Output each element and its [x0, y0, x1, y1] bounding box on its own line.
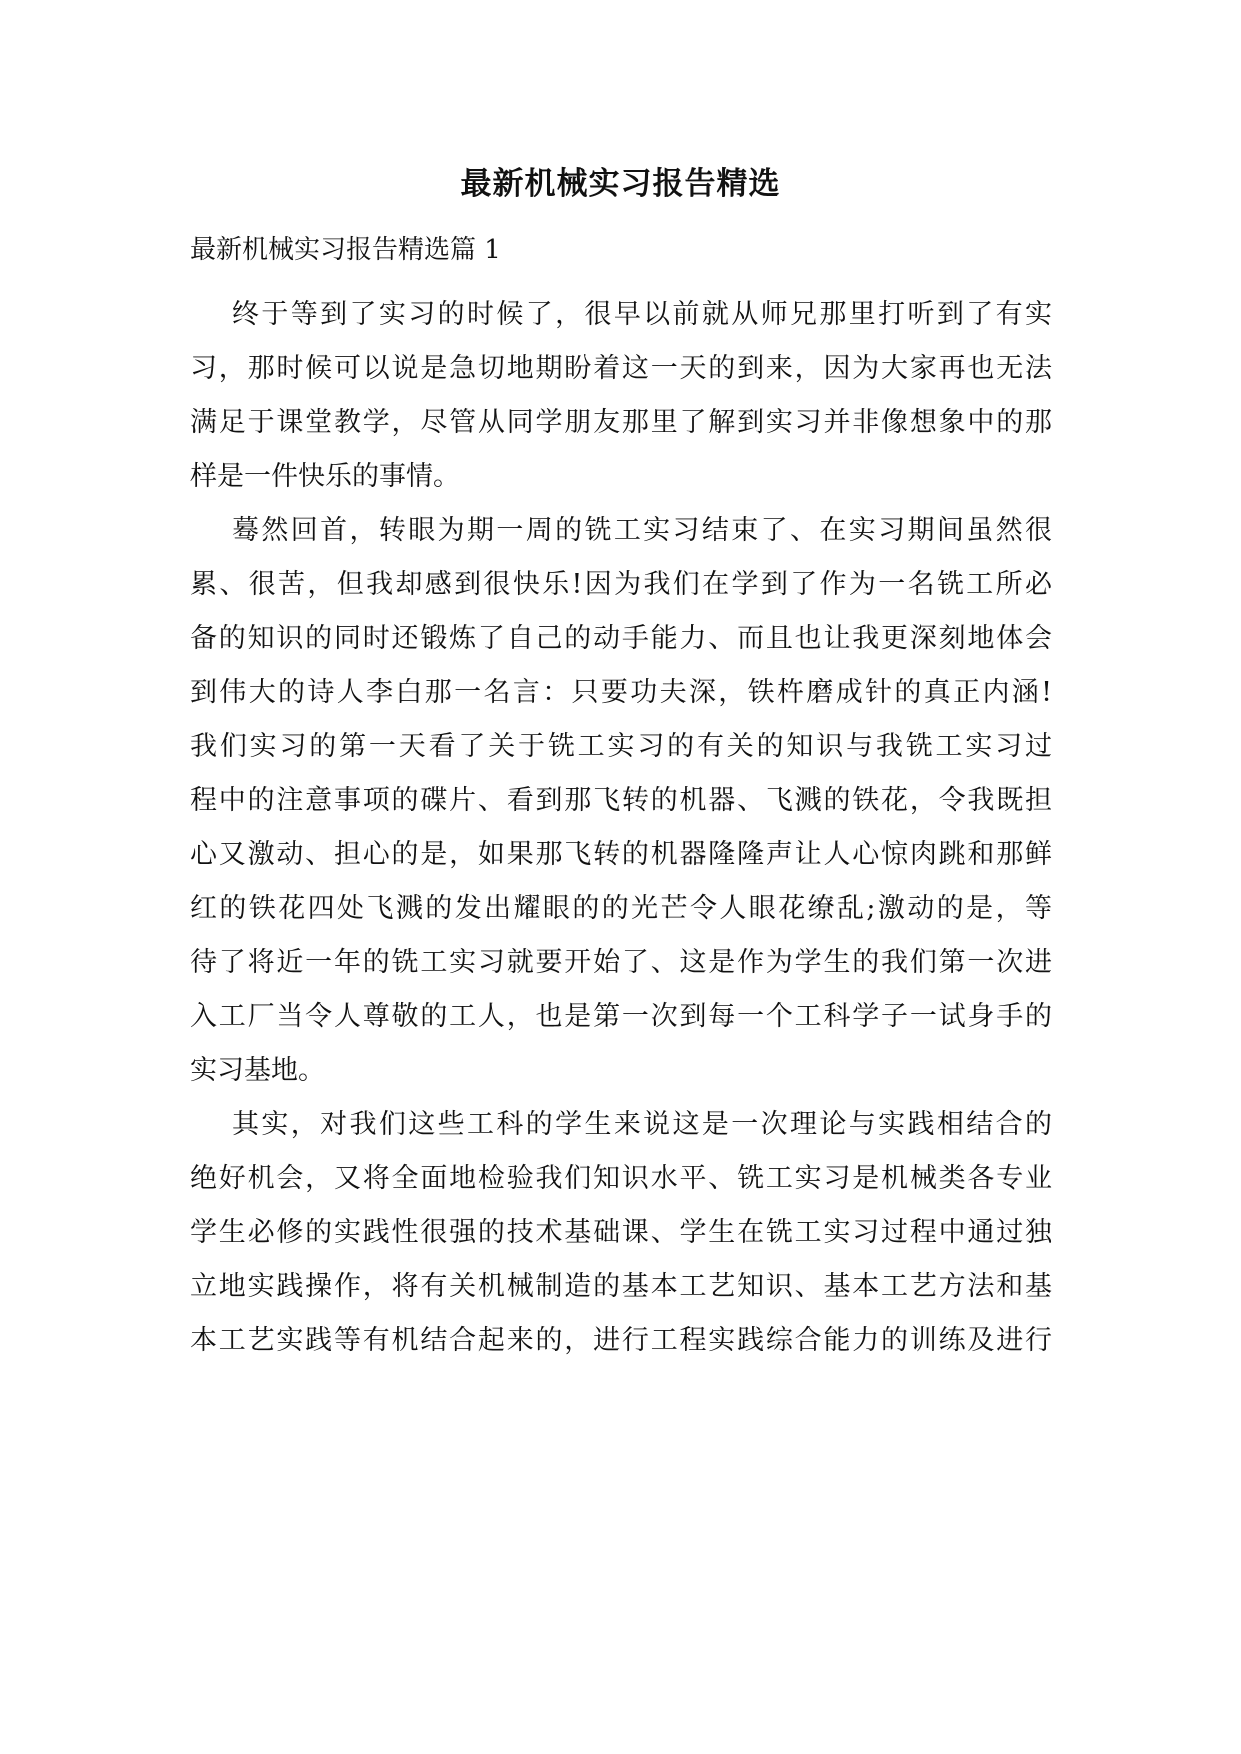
text-line: 其实，对我们这些工科的学生来说这是一次理论与实践相结合的	[232, 1109, 1052, 1140]
text-line: 我们实习的第一天看了关于铣工实习的有关的知识与我铣工实习过	[190, 731, 1052, 762]
text-line: 累、很苦，但我却感到很快乐!因为我们在学到了作为一名铣工所必	[190, 569, 1052, 600]
text-line: 心又激动、担心的是，如果那飞转的机器隆隆声让人心惊肉跳和那鲜	[190, 839, 1052, 870]
paragraph-1	[190, 288, 1052, 504]
paragraph-3	[190, 1098, 1052, 1368]
text-line: 备的知识的同时还锻炼了自己的动手能力、而且也让我更深刻地体会	[190, 623, 1052, 654]
text-line: 入工厂当令人尊敬的工人，也是第一次到每一个工科学子一试身手的	[190, 1001, 1052, 1032]
text-line: 学生必修的实践性很强的技术基础课、学生在铣工实习过程中通过独	[190, 1217, 1052, 1248]
text-line: 程中的注意事项的碟片、看到那飞转的机器、飞溅的铁花，令我既担	[190, 785, 1052, 816]
section-heading: 最新机械实习报告精选篇 1	[190, 235, 501, 265]
text-line: 待了将近一年的铣工实习就要开始了、这是作为学生的我们第一次进	[190, 947, 1052, 978]
document-body	[190, 288, 1052, 1368]
text-line: 习，那时候可以说是急切地期盼着这一天的到来，因为大家再也无法	[190, 353, 1052, 384]
text-line: 满足于课堂教学，尽管从同学朋友那里了解到实习并非像想象中的那	[190, 407, 1052, 438]
text-line: 本工艺实践等有机结合起来的，进行工程实践综合能力的训练及进行	[190, 1325, 1052, 1356]
text-line: 蓦然回首，转眼为期一周的铣工实习结束了、在实习期间虽然很	[232, 515, 1052, 546]
text-line: 红的铁花四处飞溅的发出耀眼的的光芒令人眼花缭乱;激动的是，等	[190, 893, 1052, 924]
text-line: 到伟大的诗人李白那一名言：只要功夫深，铁杵磨成针的真正内涵!	[190, 677, 1052, 708]
document-title: 最新机械实习报告精选	[460, 166, 781, 202]
text-line: 终于等到了实习的时候了，很早以前就从师兄那里打听到了有实	[232, 299, 1052, 330]
text-line: 实习基地。	[190, 1055, 325, 1086]
text-line: 立地实践操作，将有关机械制造的基本工艺知识、基本工艺方法和基	[190, 1271, 1052, 1302]
paragraph-2	[190, 504, 1052, 1098]
text-line: 绝好机会，又将全面地检验我们知识水平、铣工实习是机械类各专业	[190, 1163, 1052, 1194]
text-line: 样是一件快乐的事情。	[190, 461, 460, 492]
